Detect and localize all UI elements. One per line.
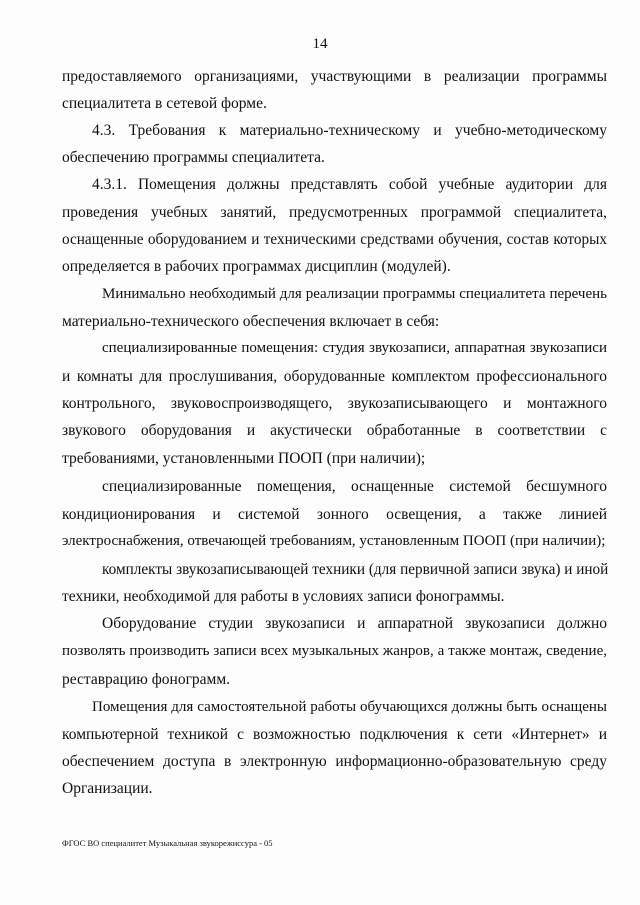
text-line: материально-технического обеспечения включает в себя: bbox=[62, 313, 440, 330]
text-line: оснащенные оборудованием и техническими средствами обучения, состав которых bbox=[62, 231, 607, 248]
text-line: и комнаты для прослушивания, оборудованные комплектом профессионального bbox=[62, 368, 607, 385]
text-line: специализированные помещения, оснащенные системой бесшумного bbox=[102, 478, 607, 495]
text-line: комплекты звукозаписывающей техники (для первичной записи звука) и иной bbox=[102, 561, 609, 578]
text-line: компьютерной техникой с возможностью подключения к сети «Интернет» и bbox=[62, 726, 607, 743]
text-line: требованиями, установленными ПООП (при наличии); bbox=[62, 450, 426, 467]
text-line: Оборудование студии звукозаписи и аппаратной звукозаписи должно bbox=[102, 615, 607, 632]
text-line: предоставляемого организациями, участвующими в реализации программы bbox=[62, 68, 607, 85]
page-footer: ФГОС ВО специалитет Музыкальная звукорежиссура - 05 bbox=[62, 838, 273, 848]
text-line: кондиционирования и системой зонного освещения, а также линией bbox=[62, 506, 607, 523]
text-line: реставрацию фонограмм. bbox=[62, 671, 231, 688]
text-line: звукового оборудования и акустически обработанные в соответствии с bbox=[62, 422, 607, 439]
text-line: специализированные помещения: студия звукозаписи, аппаратная звукозаписи bbox=[102, 340, 607, 356]
text-line: электроснабжения, отвечающей требованиям, установленным ПООП (при наличии); bbox=[62, 533, 606, 549]
text-line: обеспечением доступа в электронную информационно-образовательную среду bbox=[62, 753, 607, 770]
text-line: Помещения для самостоятельной работы обучающихся должны быть оснащены bbox=[92, 699, 607, 715]
text-line: специалитета в сетевой форме. bbox=[62, 95, 267, 112]
text-line: обеспечению программы специалитета. bbox=[62, 149, 325, 166]
text-line: определяется в рабочих программах дисциплин (модулей). bbox=[62, 258, 451, 275]
text-line: техники, необходимой для работы в условиях записи фонограммы. bbox=[62, 588, 505, 605]
text-line: 4.3.1. Помещения должны представлять собой учебные аудитории для bbox=[92, 176, 607, 193]
text-line: проведения учебных занятий, предусмотренных программой специалитета, bbox=[62, 204, 607, 221]
text-line: Минимально необходимый для реализации программы специалитета перечень bbox=[102, 286, 607, 302]
section-heading: 4.3. Требования к материально-техническому и учебно-методическому bbox=[92, 122, 607, 139]
text-line: Организации. bbox=[62, 780, 153, 797]
text-line: контрольного, звуковоспроизводящего, звукозаписывающего и монтажного bbox=[62, 395, 607, 412]
page-number: 14 bbox=[312, 36, 328, 52]
text-line: позволять производить записи всех музыкальных жанров, а также монтаж, сведение, bbox=[62, 643, 607, 659]
